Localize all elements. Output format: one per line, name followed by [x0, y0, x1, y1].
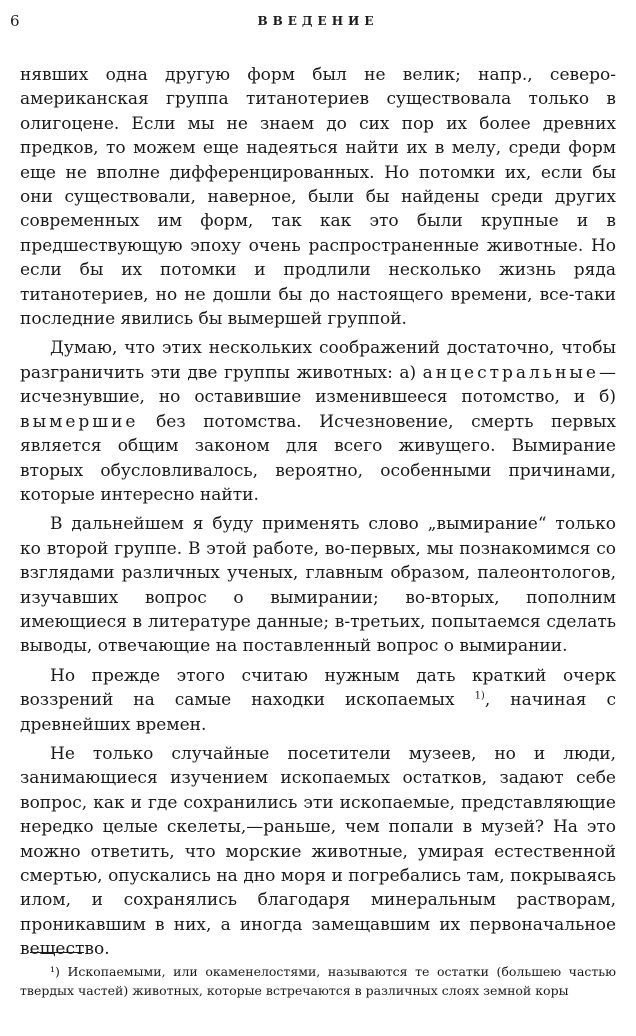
- page-header: [10, 12, 626, 32]
- paragraph-4: [20, 664, 616, 737]
- term-extinct: вымершие: [20, 411, 139, 432]
- page-number: 6: [10, 12, 20, 30]
- paragraph-2-part-e: без потомства. Исчезновение, смерть первых является общим законом для всего живущего. Вымирание вторых обусловливалось, вероятно, особенными причинами, которые интересно найти.: [20, 411, 616, 505]
- footnote-marker: ¹): [50, 964, 60, 979]
- term-ancestral: анцестральные: [422, 362, 599, 383]
- footnote-text: Ископаемыми, или окаменелостями, называются те остатки (большею частью твердых частей) животных, которые встречаются в различных слоях земной коры: [20, 964, 616, 998]
- paragraph-2-part-a: Думаю, что этих нескольких соображений достаточно, чтобы разграничить эти две группы животных: а): [20, 338, 616, 383]
- paragraph-4-part-b: , начиная с древнейших времен.: [20, 690, 616, 735]
- running-title: ВВЕДЕНИЕ: [257, 14, 379, 28]
- paragraph-3: В дальнейшем я буду применять слово „вымирание“ только ко второй группе. В этой работе, во-первых, мы познакомимся со взглядами различных ученых, главным образом, палеонтологов, изучавших вопрос о вымирании; во-вторых, пополним имеющиеся в литературе данные; в-третьих, попытаемся сделать выводы, отвечающие на поставленный вопрос о вымирании.: [20, 514, 616, 657]
- paragraph-1: нявших одна другую форм был не велик; напр., северо-американская группа титанотериев существовала только в олигоцене. Если мы не знаем до сих пор их более древних предков, то можем еще надеяться найти их в мелу, среди форм еще не вполне дифференцированных. Но потомки их, если бы они существовали, наверное, были бы найдены среди других современных им форм, так как это были крупные и в предшествующую эпоху очень распространенные животные. Но если бы их потомки и продлили несколько жизнь ряда титанотериев, но не дошли бы до настоящего времени, все-таки последние явились бы вымершей группой.: [20, 65, 616, 330]
- main-text: [20, 63, 616, 967]
- paragraph-2-part-c: —исчезнувшие, но оставившие изменившееся потомство, и б): [20, 362, 616, 408]
- paragraph-5: Не только случайные посетители музеев, но и люди, занимающиеся изучением ископаемых остатков, задают себе вопрос, как и где сохранились эти ископаемые, представляющие нередко целые скелеты,—раньше, чем попали в музей? На это можно ответить, что морские животные, умирая естественной смертью, опускались на дно моря и погребались там, покрываясь илом, и сохранялись благодаря минеральным растворам, проникавшим в них, а иногда замещавшим их первоначальное вещество.: [20, 743, 616, 960]
- paragraph-2: [20, 336, 616, 507]
- paragraph-4-part-a: Но прежде этого считаю нужным дать краткий очерк воззрений на самые находки ископаемых: [20, 665, 616, 711]
- footnote-divider: [30, 952, 84, 953]
- footnote-reference[interactable]: 1): [474, 690, 485, 702]
- footnote: [20, 962, 616, 1000]
